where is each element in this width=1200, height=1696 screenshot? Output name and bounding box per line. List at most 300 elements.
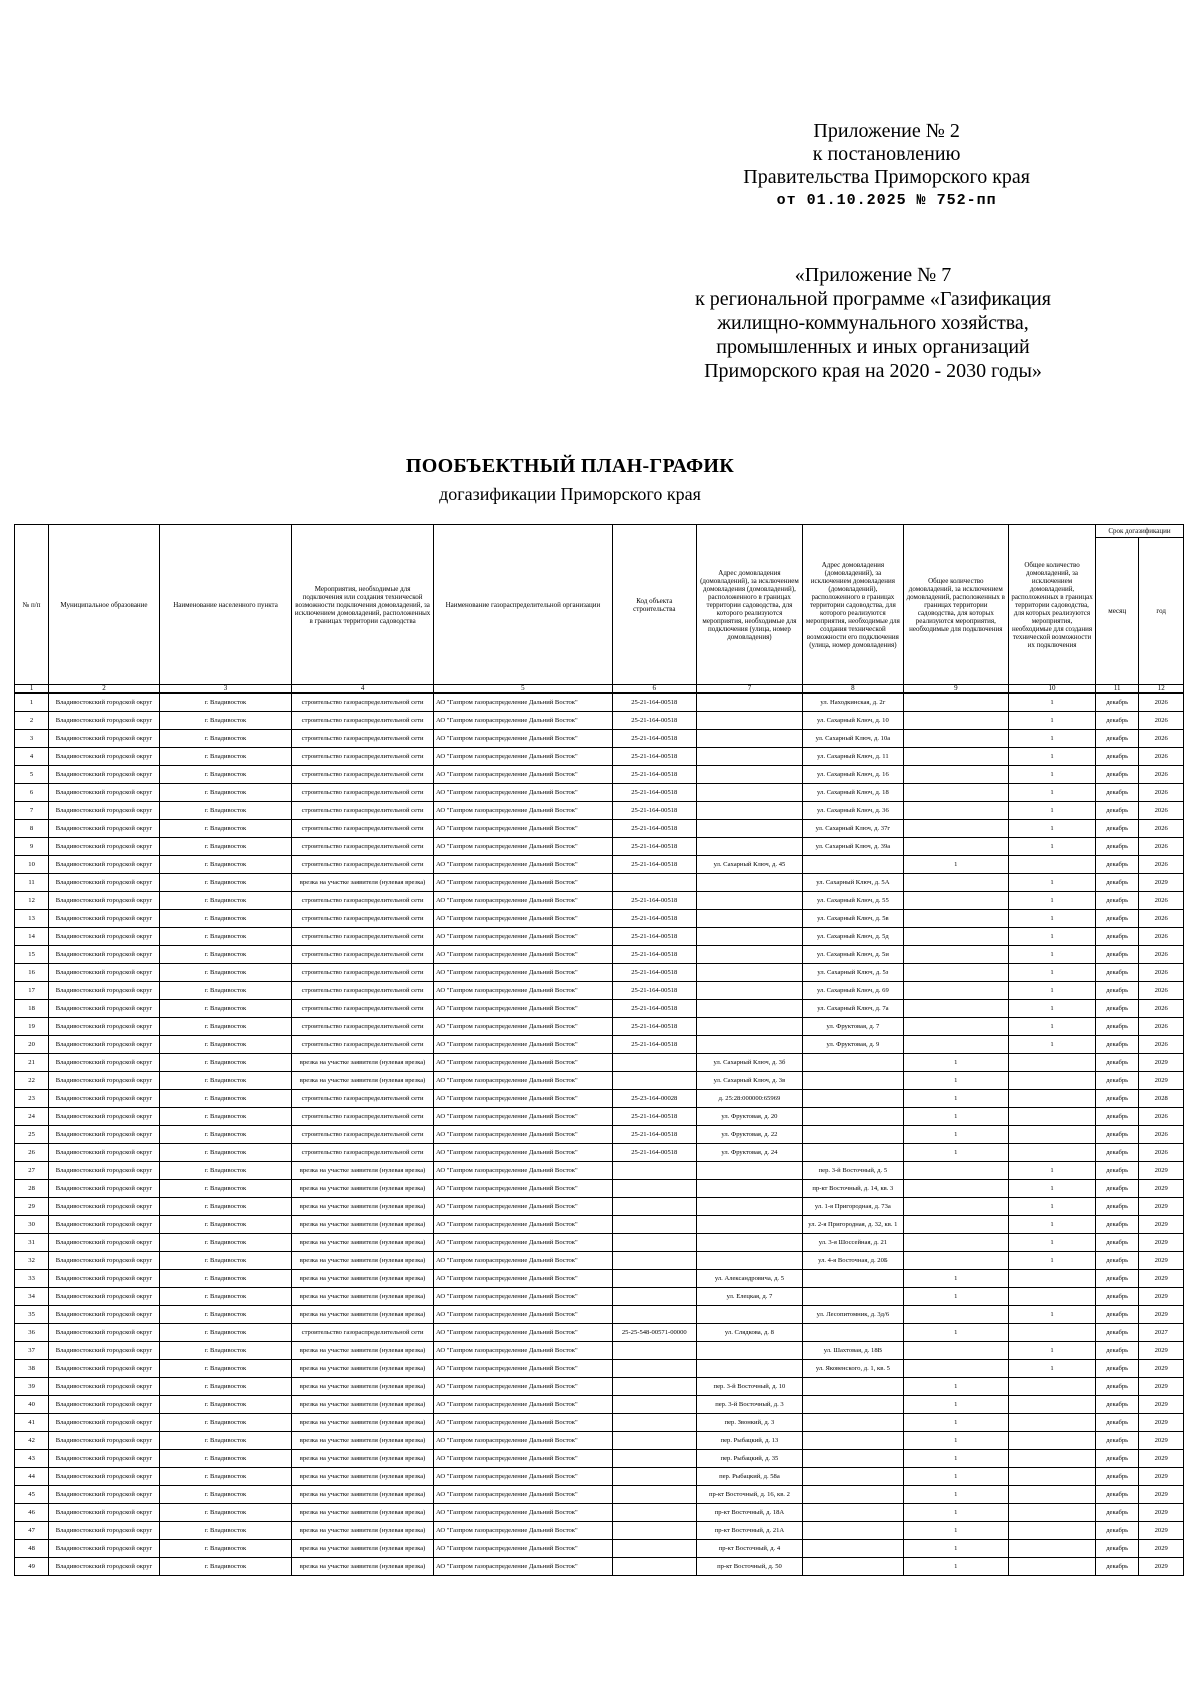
gas-org-cell: АО "Газпром газораспределение Дальний Восток"	[433, 1288, 612, 1306]
address-connection-cell: пр-кт Восточный, д. 4	[696, 1540, 803, 1558]
municipality-cell: Владивостокский городской округ	[49, 1360, 160, 1378]
month-cell: декабрь	[1095, 766, 1138, 784]
address-capability-cell	[803, 1378, 903, 1396]
works-cell: строительство газораспределительной сети	[292, 1108, 434, 1126]
appendix-header	[743, 120, 1030, 212]
address-connection-cell	[696, 730, 803, 748]
address-capability-cell: ул. Сахарный Ключ, д. 16	[803, 766, 903, 784]
row-number-cell: 49	[15, 1558, 49, 1576]
settlement-cell: г. Владивосток	[159, 784, 291, 802]
count-capability-cell: 1	[1009, 1000, 1096, 1018]
address-capability-cell: ул. Находкинская, д. 2г	[803, 693, 903, 712]
address-capability-cell	[803, 1486, 903, 1504]
month-cell: декабрь	[1095, 838, 1138, 856]
gas-org-cell: АО "Газпром газораспределение Дальний Восток"	[433, 1198, 612, 1216]
settlement-cell: г. Владивосток	[159, 1540, 291, 1558]
works-cell: строительство газораспределительной сети	[292, 820, 434, 838]
year-cell: 2026	[1139, 712, 1184, 730]
month-cell: декабрь	[1095, 1252, 1138, 1270]
address-connection-cell	[696, 892, 803, 910]
table-row	[15, 856, 1184, 874]
month-cell: декабрь	[1095, 1216, 1138, 1234]
works-cell: врезка на участке заявителя (нулевая врезка)	[292, 1342, 434, 1360]
appendix-government: Правительства Приморского края	[743, 166, 1030, 188]
settlement-cell: г. Владивосток	[159, 1216, 291, 1234]
column-number: 9	[903, 685, 1009, 694]
document-title: ПООБЪЕКТНЫЙ ПЛАН-ГРАФИК	[405, 455, 735, 477]
address-capability-cell: ул. 1-я Пригородная, д. 73а	[803, 1198, 903, 1216]
works-cell: строительство газораспределительной сети	[292, 964, 434, 982]
year-cell: 2029	[1139, 1198, 1184, 1216]
month-cell: декабрь	[1095, 1558, 1138, 1576]
year-cell: 2029	[1139, 1468, 1184, 1486]
works-cell: врезка на участке заявителя (нулевая врезка)	[292, 1306, 434, 1324]
settlement-cell: г. Владивосток	[159, 1360, 291, 1378]
table-row	[15, 1270, 1184, 1288]
address-connection-cell	[696, 1216, 803, 1234]
month-cell: декабрь	[1095, 1306, 1138, 1324]
table-row	[15, 892, 1184, 910]
table-row	[15, 1288, 1184, 1306]
table-row	[15, 874, 1184, 892]
settlement-cell: г. Владивосток	[159, 856, 291, 874]
municipality-cell: Владивостокский городской округ	[49, 1162, 160, 1180]
count-connection-cell: 1	[903, 1126, 1009, 1144]
row-number-cell: 32	[15, 1252, 49, 1270]
gas-org-cell: АО "Газпром газораспределение Дальний Восток"	[433, 730, 612, 748]
year-cell: 2029	[1139, 1396, 1184, 1414]
works-cell: врезка на участке заявителя (нулевая врезка)	[292, 1198, 434, 1216]
count-connection-cell: 1	[903, 1396, 1009, 1414]
count-capability-cell	[1009, 1270, 1096, 1288]
works-cell: врезка на участке заявителя (нулевая врезка)	[292, 1504, 434, 1522]
header-cell: Адрес домовладения (домовладений), за исключением домовладения (домовладений), расположенного в границах территории садоводства, для которого реализуются мероприятия, необходимые для подключения (улица, номер домовладения)	[696, 525, 803, 685]
count-capability-cell	[1009, 1558, 1096, 1576]
settlement-cell: г. Владивосток	[159, 946, 291, 964]
count-capability-cell	[1009, 1126, 1096, 1144]
appendix-to-decree: к постановлению	[812, 143, 961, 165]
settlement-cell: г. Владивосток	[159, 1450, 291, 1468]
row-number-cell: 47	[15, 1522, 49, 1540]
appendix-number: Приложение № 2	[813, 120, 960, 142]
works-cell: врезка на участке заявителя (нулевая врезка)	[292, 1414, 434, 1432]
count-capability-cell: 1	[1009, 928, 1096, 946]
count-connection-cell: 1	[903, 1432, 1009, 1450]
address-connection-cell	[696, 964, 803, 982]
column-number: 7	[696, 685, 803, 694]
count-connection-cell: 1	[903, 1540, 1009, 1558]
address-connection-cell: ул. Сахарный Ключ, д. 45	[696, 856, 803, 874]
row-number-cell: 25	[15, 1126, 49, 1144]
settlement-cell: г. Владивосток	[159, 1504, 291, 1522]
works-cell: строительство газораспределительной сети	[292, 892, 434, 910]
municipality-cell: Владивостокский городской округ	[49, 892, 160, 910]
object-code-cell: 25-21-164-00518	[612, 928, 696, 946]
address-connection-cell	[696, 712, 803, 730]
month-cell: декабрь	[1095, 946, 1138, 964]
month-cell: декабрь	[1095, 982, 1138, 1000]
municipality-cell: Владивостокский городской округ	[49, 910, 160, 928]
address-capability-cell	[803, 1522, 903, 1540]
works-cell: врезка на участке заявителя (нулевая врезка)	[292, 1540, 434, 1558]
year-cell: 2029	[1139, 1378, 1184, 1396]
object-code-cell	[612, 1504, 696, 1522]
year-cell: 2029	[1139, 1486, 1184, 1504]
count-capability-cell: 1	[1009, 784, 1096, 802]
gas-org-cell: АО "Газпром газораспределение Дальний Восток"	[433, 820, 612, 838]
column-number: 1	[15, 685, 49, 694]
address-capability-cell	[803, 1432, 903, 1450]
count-connection-cell	[903, 1342, 1009, 1360]
count-capability-cell	[1009, 1540, 1096, 1558]
table-row	[15, 1306, 1184, 1324]
year-cell: 2026	[1139, 910, 1184, 928]
table-row	[15, 1450, 1184, 1468]
address-connection-cell	[696, 946, 803, 964]
address-connection-cell: ул. Александровича, д. 5	[696, 1270, 803, 1288]
settlement-cell: г. Владивосток	[159, 838, 291, 856]
month-cell: декабрь	[1095, 820, 1138, 838]
object-code-cell: 25-21-164-00518	[612, 766, 696, 784]
address-capability-cell	[803, 1414, 903, 1432]
works-cell: врезка на участке заявителя (нулевая врезка)	[292, 1180, 434, 1198]
table-row	[15, 1234, 1184, 1252]
object-code-cell	[612, 1054, 696, 1072]
gas-org-cell: АО "Газпром газораспределение Дальний Восток"	[433, 1234, 612, 1252]
address-capability-cell	[803, 1108, 903, 1126]
address-capability-cell: ул. 4-я Восточная, д. 20Б	[803, 1252, 903, 1270]
count-capability-cell: 1	[1009, 1198, 1096, 1216]
address-connection-cell: пер. Рыбацкий, д. 35	[696, 1450, 803, 1468]
table-row	[15, 1432, 1184, 1450]
month-cell: декабрь	[1095, 1270, 1138, 1288]
gas-org-cell: АО "Газпром газораспределение Дальний Восток"	[433, 910, 612, 928]
object-code-cell: 25-21-164-00518	[612, 946, 696, 964]
row-number-cell: 23	[15, 1090, 49, 1108]
year-cell: 2026	[1139, 802, 1184, 820]
month-cell: декабрь	[1095, 1000, 1138, 1018]
object-code-cell: 25-21-164-00518	[612, 964, 696, 982]
table-row	[15, 1162, 1184, 1180]
count-connection-cell	[903, 946, 1009, 964]
year-cell: 2026	[1139, 748, 1184, 766]
year-cell: 2027	[1139, 1324, 1184, 1342]
municipality-cell: Владивостокский городской округ	[49, 1180, 160, 1198]
column-number: 2	[49, 685, 160, 694]
count-connection-cell: 1	[903, 1504, 1009, 1522]
count-connection-cell	[903, 1018, 1009, 1036]
address-connection-cell: пер. Звонкий, д. 3	[696, 1414, 803, 1432]
row-number-cell: 44	[15, 1468, 49, 1486]
row-number-cell: 40	[15, 1396, 49, 1414]
month-cell: декабрь	[1095, 892, 1138, 910]
object-code-cell: 25-21-164-00518	[612, 1108, 696, 1126]
address-connection-cell	[696, 1198, 803, 1216]
year-cell: 2029	[1139, 1180, 1184, 1198]
month-cell: декабрь	[1095, 730, 1138, 748]
municipality-cell: Владивостокский городской округ	[49, 1504, 160, 1522]
address-capability-cell	[803, 1540, 903, 1558]
address-connection-cell	[696, 1036, 803, 1054]
settlement-cell: г. Владивосток	[159, 730, 291, 748]
year-cell: 2026	[1139, 693, 1184, 712]
row-number-cell: 27	[15, 1162, 49, 1180]
month-cell: декабрь	[1095, 928, 1138, 946]
address-capability-cell: ул. Сахарный Ключ, д. 5д	[803, 928, 903, 946]
count-connection-cell: 1	[903, 1450, 1009, 1468]
table-row	[15, 1054, 1184, 1072]
object-code-cell: 25-21-164-00518	[612, 712, 696, 730]
year-cell: 2029	[1139, 1306, 1184, 1324]
table-row	[15, 1540, 1184, 1558]
count-connection-cell	[903, 838, 1009, 856]
year-cell: 2026	[1139, 1126, 1184, 1144]
row-number-cell: 22	[15, 1072, 49, 1090]
month-cell: декабрь	[1095, 1432, 1138, 1450]
settlement-cell: г. Владивосток	[159, 1126, 291, 1144]
month-cell: декабрь	[1095, 1378, 1138, 1396]
row-number-cell: 31	[15, 1234, 49, 1252]
gas-org-cell: АО "Газпром газораспределение Дальний Восток"	[433, 1162, 612, 1180]
gas-org-cell: АО "Газпром газораспределение Дальний Восток"	[433, 1144, 612, 1162]
month-cell: декабрь	[1095, 1180, 1138, 1198]
municipality-cell: Владивостокский городской округ	[49, 874, 160, 892]
row-number-cell: 4	[15, 748, 49, 766]
gas-org-cell: АО "Газпром газораспределение Дальний Восток"	[433, 802, 612, 820]
month-cell: декабрь	[1095, 1468, 1138, 1486]
municipality-cell: Владивостокский городской округ	[49, 1432, 160, 1450]
program-appendix-header	[678, 263, 1068, 383]
month-cell: декабрь	[1095, 1504, 1138, 1522]
header-cell: Общее количество домовладений, за исключением домовладений, расположенных в границах территории садоводства, для которых реализуются мероприятия, необходимые для подключения	[903, 525, 1009, 685]
count-connection-cell	[903, 1306, 1009, 1324]
settlement-cell: г. Владивосток	[159, 1072, 291, 1090]
year-cell: 2029	[1139, 1414, 1184, 1432]
year-cell: 2026	[1139, 730, 1184, 748]
object-code-cell	[612, 1342, 696, 1360]
row-number-cell: 16	[15, 964, 49, 982]
month-cell: декабрь	[1095, 1540, 1138, 1558]
table-row	[15, 964, 1184, 982]
table-row	[15, 928, 1184, 946]
document-subtitle: догазификации Приморского края	[439, 484, 701, 504]
header-cell-year: год	[1139, 538, 1184, 685]
municipality-cell: Владивостокский городской округ	[49, 1450, 160, 1468]
works-cell: строительство газораспределительной сети	[292, 1324, 434, 1342]
address-connection-cell: д. 25:28:000000:65969	[696, 1090, 803, 1108]
table-row	[15, 1558, 1184, 1576]
column-number: 11	[1095, 685, 1138, 694]
works-cell: строительство газораспределительной сети	[292, 946, 434, 964]
municipality-cell: Владивостокский городской округ	[49, 1000, 160, 1018]
address-capability-cell: ул. Шахтовая, д. 18В	[803, 1342, 903, 1360]
count-capability-cell: 1	[1009, 1234, 1096, 1252]
year-cell: 2029	[1139, 1504, 1184, 1522]
year-cell: 2029	[1139, 1360, 1184, 1378]
row-number-cell: 38	[15, 1360, 49, 1378]
gas-org-cell: АО "Газпром газораспределение Дальний Восток"	[433, 856, 612, 874]
address-connection-cell	[696, 1000, 803, 1018]
row-number-cell: 3	[15, 730, 49, 748]
address-capability-cell: ул. Сахарный Ключ, д. 39а	[803, 838, 903, 856]
works-cell: врезка на участке заявителя (нулевая врезка)	[292, 1450, 434, 1468]
gas-org-cell: АО "Газпром газораспределение Дальний Восток"	[433, 1324, 612, 1342]
address-capability-cell: ул. Сахарный Ключ, д. 69	[803, 982, 903, 1000]
table-row	[15, 1198, 1184, 1216]
count-capability-cell	[1009, 1504, 1096, 1522]
count-capability-cell: 1	[1009, 730, 1096, 748]
object-code-cell: 25-21-164-00518	[612, 1036, 696, 1054]
count-capability-cell	[1009, 1288, 1096, 1306]
header-cell: Муниципальное образование	[49, 525, 160, 685]
settlement-cell: г. Владивосток	[159, 892, 291, 910]
year-cell: 2029	[1139, 1162, 1184, 1180]
year-cell: 2029	[1139, 1234, 1184, 1252]
count-capability-cell: 1	[1009, 748, 1096, 766]
settlement-cell: г. Владивосток	[159, 1090, 291, 1108]
month-cell: декабрь	[1095, 1414, 1138, 1432]
count-capability-cell: 1	[1009, 1342, 1096, 1360]
table-row	[15, 1018, 1184, 1036]
settlement-cell: г. Владивосток	[159, 1036, 291, 1054]
municipality-cell: Владивостокский городской округ	[49, 1270, 160, 1288]
settlement-cell: г. Владивосток	[159, 1270, 291, 1288]
count-capability-cell: 1	[1009, 766, 1096, 784]
year-cell: 2026	[1139, 1018, 1184, 1036]
settlement-cell: г. Владивосток	[159, 1378, 291, 1396]
table-row	[15, 838, 1184, 856]
object-code-cell	[612, 1468, 696, 1486]
count-capability-cell	[1009, 1324, 1096, 1342]
address-connection-cell: пр-кт Восточный, д. 16, кв. 2	[696, 1486, 803, 1504]
month-cell: декабрь	[1095, 1198, 1138, 1216]
municipality-cell: Владивостокский городской округ	[49, 820, 160, 838]
municipality-cell: Владивостокский городской округ	[49, 1414, 160, 1432]
object-code-cell	[612, 1216, 696, 1234]
municipality-cell: Владивостокский городской округ	[49, 1108, 160, 1126]
works-cell: строительство газораспределительной сети	[292, 1000, 434, 1018]
header-cell-month: месяц	[1095, 538, 1138, 685]
address-connection-cell	[696, 1306, 803, 1324]
settlement-cell: г. Владивосток	[159, 910, 291, 928]
row-number-cell: 45	[15, 1486, 49, 1504]
address-connection-cell: пер. 3-й Восточный, д. 10	[696, 1378, 803, 1396]
gas-org-cell: АО "Газпром газораспределение Дальний Восток"	[433, 1360, 612, 1378]
year-cell: 2029	[1139, 1432, 1184, 1450]
municipality-cell: Владивостокский городской округ	[49, 856, 160, 874]
gas-org-cell: АО "Газпром газораспределение Дальний Восток"	[433, 1108, 612, 1126]
settlement-cell: г. Владивосток	[159, 1054, 291, 1072]
year-cell: 2026	[1139, 784, 1184, 802]
row-number-cell: 10	[15, 856, 49, 874]
row-number-cell: 1	[15, 693, 49, 712]
row-number-cell: 29	[15, 1198, 49, 1216]
address-connection-cell	[696, 910, 803, 928]
count-capability-cell: 1	[1009, 910, 1096, 928]
count-connection-cell: 1	[903, 1054, 1009, 1072]
column-number: 5	[433, 685, 612, 694]
municipality-cell: Владивостокский городской округ	[49, 802, 160, 820]
municipality-cell: Владивостокский городской округ	[49, 784, 160, 802]
count-connection-cell: 1	[903, 1378, 1009, 1396]
municipality-cell: Владивостокский городской округ	[49, 1396, 160, 1414]
row-number-cell: 26	[15, 1144, 49, 1162]
settlement-cell: г. Владивосток	[159, 1432, 291, 1450]
works-cell: строительство газораспределительной сети	[292, 838, 434, 856]
gas-org-cell: АО "Газпром газораспределение Дальний Восток"	[433, 1468, 612, 1486]
address-capability-cell	[803, 1468, 903, 1486]
month-cell: декабрь	[1095, 1018, 1138, 1036]
count-capability-cell: 1	[1009, 1252, 1096, 1270]
object-code-cell: 25-21-164-00518	[612, 982, 696, 1000]
month-cell: декабрь	[1095, 1072, 1138, 1090]
count-connection-cell	[903, 964, 1009, 982]
object-code-cell: 25-21-164-00518	[612, 1144, 696, 1162]
gas-org-cell: АО "Газпром газораспределение Дальний Восток"	[433, 838, 612, 856]
header-cell: Наименование газораспределительной организации	[433, 525, 612, 685]
count-capability-cell	[1009, 1450, 1096, 1468]
gas-org-cell: АО "Газпром газораспределение Дальний Восток"	[433, 874, 612, 892]
month-cell: декабрь	[1095, 1234, 1138, 1252]
object-code-cell	[612, 1072, 696, 1090]
address-capability-cell	[803, 1396, 903, 1414]
table-row	[15, 730, 1184, 748]
header-cell: № п/п	[15, 525, 49, 685]
settlement-cell: г. Владивосток	[159, 1306, 291, 1324]
count-connection-cell	[903, 892, 1009, 910]
count-connection-cell: 1	[903, 1324, 1009, 1342]
row-number-cell: 19	[15, 1018, 49, 1036]
object-code-cell	[612, 1180, 696, 1198]
row-number-cell: 48	[15, 1540, 49, 1558]
settlement-cell: г. Владивосток	[159, 748, 291, 766]
gas-org-cell: АО "Газпром газораспределение Дальний Восток"	[433, 1126, 612, 1144]
municipality-cell: Владивостокский городской округ	[49, 1234, 160, 1252]
count-capability-cell	[1009, 1378, 1096, 1396]
object-code-cell	[612, 1270, 696, 1288]
works-cell: строительство газораспределительной сети	[292, 1090, 434, 1108]
month-cell: декабрь	[1095, 874, 1138, 892]
address-capability-cell: ул. Фруктовая, д. 9	[803, 1036, 903, 1054]
table-row	[15, 1360, 1184, 1378]
year-cell: 2026	[1139, 1108, 1184, 1126]
address-connection-cell	[696, 928, 803, 946]
gas-org-cell: АО "Газпром газораспределение Дальний Восток"	[433, 1540, 612, 1558]
works-cell: врезка на участке заявителя (нулевая врезка)	[292, 1054, 434, 1072]
count-connection-cell	[903, 1036, 1009, 1054]
municipality-cell: Владивостокский городской округ	[49, 1378, 160, 1396]
count-capability-cell	[1009, 1054, 1096, 1072]
settlement-cell: г. Владивосток	[159, 693, 291, 712]
gas-org-cell: АО "Газпром газораспределение Дальний Восток"	[433, 766, 612, 784]
count-capability-cell: 1	[1009, 1036, 1096, 1054]
settlement-cell: г. Владивосток	[159, 1288, 291, 1306]
month-cell: декабрь	[1095, 1396, 1138, 1414]
year-cell: 2029	[1139, 1522, 1184, 1540]
table-row	[15, 1504, 1184, 1522]
address-connection-cell	[696, 748, 803, 766]
gas-org-cell: АО "Газпром газораспределение Дальний Восток"	[433, 1018, 612, 1036]
works-cell: врезка на участке заявителя (нулевая врезка)	[292, 874, 434, 892]
count-capability-cell	[1009, 1468, 1096, 1486]
count-capability-cell: 1	[1009, 1360, 1096, 1378]
settlement-cell: г. Владивосток	[159, 1414, 291, 1432]
count-connection-cell: 1	[903, 1072, 1009, 1090]
works-cell: врезка на участке заявителя (нулевая врезка)	[292, 1558, 434, 1576]
object-code-cell	[612, 874, 696, 892]
table-row	[15, 946, 1184, 964]
object-code-cell: 25-21-164-00518	[612, 784, 696, 802]
